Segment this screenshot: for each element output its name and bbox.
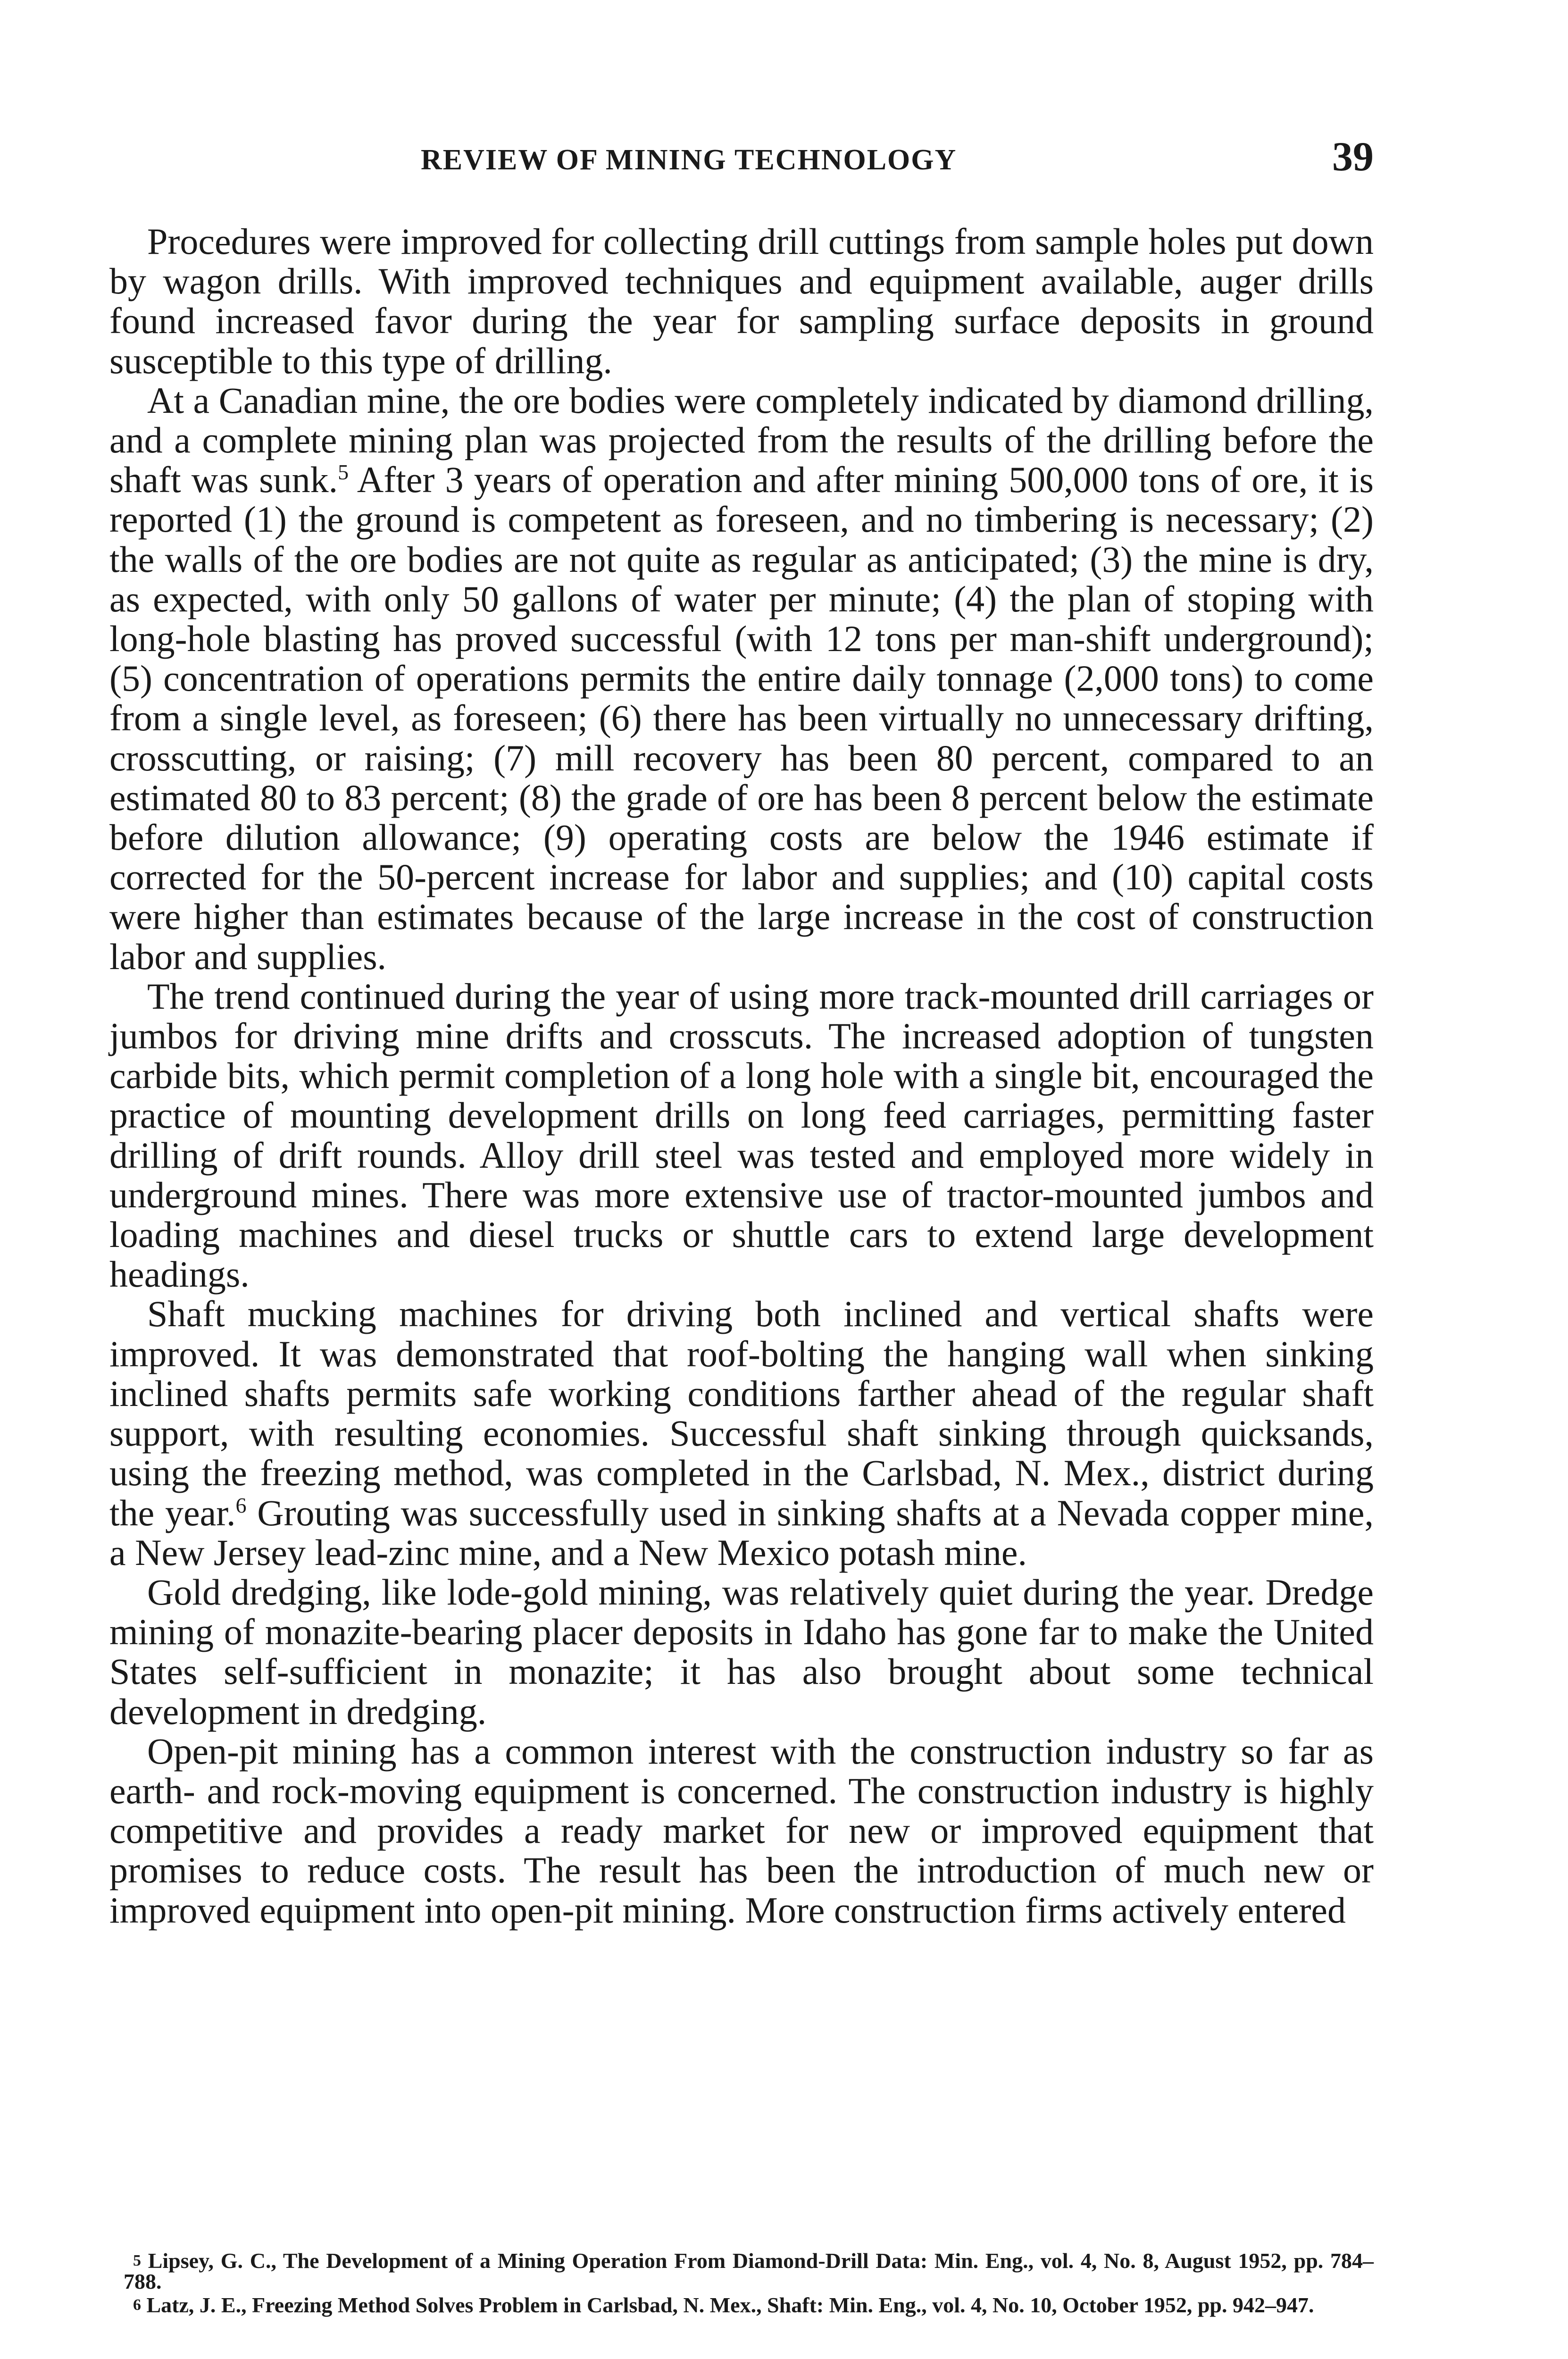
footnotes — [124, 2250, 1374, 2318]
running-title: REVIEW OF MINING TECHNOLOGY — [421, 144, 957, 176]
paragraph-drill-carriages: The trend continued during the year of using more track-mounted drill carriages or jumbos for driving mine drifts and crosscuts. The increased adoption of tungsten carbide bits, which permit completion of a long hole with a single bit, encouraged the practice of mounting development drills on long feed carriages, permitting faster drilling of drift rounds. Alloy drill steel was tested and employed more widely in underground mines. There was more extensive use of tractor-mounted jumbos and loading machines and diesel trucks or shuttle cars to extend large development headings. — [109, 975, 1374, 1295]
footnote-5-text: Lipsey, G. C., The Development of a Mining Operation From Diamond-Drill Data: Min. Eng., vol. 4, No. 8, August 1952, pp. 784–788. — [124, 2249, 1374, 2293]
paragraph-canadian-mine-part-1: At a Canadian mine, the ore bodies were completely indicated by diamond drilling, and a complete mining plan was projected from the results of the drilling before the shaft was sunk. — [109, 379, 1374, 501]
paragraph-shaft-mucking-part-1: Shaft mucking machines for driving both inclined and vertical shafts were improved. It was demonstrated that roof-bolting the hanging wall when sinking inclined shafts permits safe working conditions farther ahead of the regular shaft support, with resulting economies. Successful shaft sinking through quicksands, using the freezing method, was completed in the Carlsbad, N. Mex., district during the year. — [109, 1293, 1374, 1533]
footnote-reference-5[interactable]: 5 — [338, 460, 349, 485]
paragraph-canadian-mine — [109, 381, 1374, 977]
paragraph-gold-dredging: Gold dredging, like lode-gold mining, was relatively quiet during the year. Dredge mining of monazite-bearing placer deposits in Idaho has gone far to make the United States self-sufficient in monazite; it has also brought about some technical development in dredging. — [109, 1571, 1374, 1732]
paragraph-shaft-mucking — [109, 1294, 1374, 1572]
footnote-6-text: Latz, J. E., Freezing Method Solves Problem in Carlsbad, N. Mex., Shaft: Min. Eng., vol. 4, No. 10, October 1952, pp. 942–947. — [146, 2293, 1314, 2317]
paragraph-open-pit-mining: Open-pit mining has a common interest with the construction industry so far as earth- and rock-moving equipment is concerned. The construction industry is highly competitive and provides a ready market for new or improved equipment that promises to reduce costs. The result has been the introduction of much new or improved equipment into open-pit mining. More construction firms actively entered — [109, 1730, 1374, 1931]
page-number: 39 — [1332, 134, 1374, 180]
footnote-6 — [124, 2295, 1374, 2316]
footnote-reference-6[interactable]: 6 — [235, 1493, 247, 1517]
body-text — [109, 222, 1374, 1930]
page-header — [109, 133, 1374, 185]
paragraph-drill-cuttings: Procedures were improved for collecting drill cuttings from sample holes put down by wagon drills. With improved techniques and equipment available, auger drills found increased favor during the year for sampling surface deposits in ground susceptible to this type of drilling. — [109, 221, 1374, 381]
paragraph-shaft-mucking-part-2: Grouting was successfully used in sinking shafts at a Nevada copper mine, a New Jersey lead-zinc mine, and a New Mexico potash mine. — [109, 1492, 1374, 1573]
footnote-5-mark: 5 — [133, 2252, 141, 2269]
paragraph-canadian-mine-part-2: After 3 years of operation and after mining 500,000 tons of ore, it is reported (1) the ground is competent as foreseen, and no timbering is necessary; (2) the walls of the ore bodies are not quite as regular as anticipated; (3) the mine is dry, as expected, with only 50 gallons of water per minute; (4) the plan of stoping with long-hole blasting has proved successful (with 12 tons per man-shift underground); (5) concentration of operations permits the entire daily tonnage (2,000 tons) to come from a single level, as foreseen; (6) there has been virtually no unnecessary drifting, crosscutting, or raising; (7) mill recovery has been 80 percent, compared to an estimated 80 to 83 percent; (8) the grade of ore has been 8 percent below the estimate before dilution allowance; (9) operating costs are below the 1946 estimate if corrected for the 50-percent increase for labor and supplies; and (10) capital costs were higher than estimates because of the large increase in the cost of construction labor and supplies. — [109, 459, 1374, 977]
footnote-6-mark: 6 — [133, 2296, 141, 2314]
footnote-5 — [124, 2250, 1374, 2292]
